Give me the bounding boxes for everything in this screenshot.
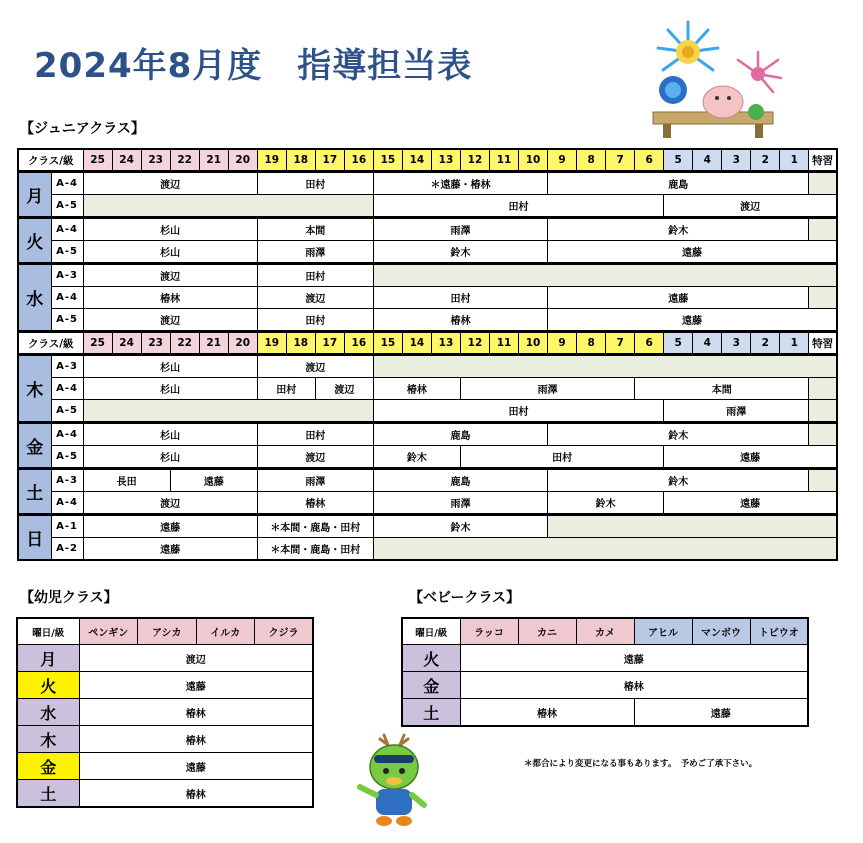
teacher-cell: 杉山 (83, 423, 257, 446)
class-cell: A-4 (51, 492, 83, 515)
level-header: 4 (693, 332, 722, 355)
table-row (18, 378, 837, 400)
teacher-cell: 椿林 (79, 726, 313, 753)
day-cell: 月 (18, 172, 51, 218)
teacher-cell: 杉山 (83, 218, 257, 241)
level-header: 8 (577, 332, 606, 355)
level-header: 特習 (809, 332, 837, 355)
day-cell: 土 (402, 699, 460, 727)
empty-cell (809, 378, 837, 400)
teacher-cell: ＊本間・鹿島・田村 (257, 538, 373, 561)
day-cell: 火 (402, 645, 460, 672)
teacher-cell: 雨澤 (460, 378, 634, 400)
infant-header-row (17, 618, 313, 645)
teacher-cell: 鹿島 (373, 469, 547, 492)
table-row (18, 241, 837, 264)
teacher-cell: 渡辺 (315, 378, 373, 400)
level-header: 10 (519, 332, 548, 355)
table-row (17, 699, 313, 726)
empty-cell (809, 218, 837, 241)
empty-cell (83, 195, 373, 218)
class-cell: A-4 (51, 287, 83, 309)
level-header: 22 (170, 149, 199, 172)
page-title: 2024年8月度 指導担当表 (34, 46, 473, 86)
class-cell: A-5 (51, 195, 83, 218)
table-row (17, 753, 313, 780)
teacher-cell: 鈴木 (548, 423, 809, 446)
level-header: 20 (228, 149, 257, 172)
level-header: 5 (664, 149, 693, 172)
level-header: 18 (286, 332, 315, 355)
teacher-cell: 田村 (373, 400, 663, 423)
teacher-cell: 遠藤 (664, 446, 837, 469)
teacher-cell: 遠藤 (548, 287, 809, 309)
level-header: 25 (83, 149, 112, 172)
teacher-cell: 田村 (373, 195, 663, 218)
teacher-cell: 渡辺 (257, 355, 373, 378)
baby-header-row (402, 618, 808, 645)
table-row (18, 218, 837, 241)
teacher-cell: 椿林 (79, 699, 313, 726)
teacher-cell: 雨澤 (373, 492, 547, 515)
teacher-cell: 椿林 (460, 699, 634, 727)
junior-header-row (18, 149, 837, 172)
day-cell: 土 (18, 469, 51, 515)
level-header: 12 (460, 332, 489, 355)
teacher-cell: 椿林 (79, 780, 313, 808)
empty-cell (809, 287, 837, 309)
teacher-cell: 渡辺 (257, 287, 373, 309)
class-cell: A-5 (51, 241, 83, 264)
day-cell: 金 (17, 753, 79, 780)
teacher-cell: 田村 (257, 264, 373, 287)
level-header: 16 (344, 332, 373, 355)
level-header: 1 (780, 149, 809, 172)
level-header: 23 (141, 332, 170, 355)
class-cell: A-3 (51, 264, 83, 287)
teacher-cell: 杉山 (83, 378, 257, 400)
teacher-cell: 遠藤 (170, 469, 257, 492)
table-row (18, 446, 837, 469)
table-row (402, 645, 808, 672)
table-row (18, 538, 837, 561)
empty-cell (373, 538, 837, 561)
teacher-cell: 遠藤 (634, 699, 808, 727)
level-header: 17 (315, 149, 344, 172)
level-header: マンボウ (692, 618, 750, 645)
level-header: 24 (112, 332, 141, 355)
empty-cell (809, 172, 837, 195)
teacher-cell: 椿林 (83, 287, 257, 309)
teacher-cell: ＊本間・鹿島・田村 (257, 515, 373, 538)
teacher-cell: 椿林 (257, 492, 373, 515)
empty-cell (809, 400, 837, 423)
teacher-cell: 鈴木 (373, 515, 547, 538)
day-cell: 水 (17, 699, 79, 726)
teacher-cell: 渡辺 (257, 446, 373, 469)
teacher-cell: 鈴木 (373, 446, 460, 469)
table-row (18, 515, 837, 538)
level-header: 11 (490, 332, 519, 355)
level-header: 22 (170, 332, 199, 355)
level-header: 18 (286, 149, 315, 172)
table-row (18, 469, 837, 492)
teacher-cell: 渡辺 (83, 264, 257, 287)
level-header: 7 (606, 332, 635, 355)
class-cell: A-5 (51, 400, 83, 423)
class-level-header: クラス/級 (18, 149, 83, 172)
teacher-cell: 鈴木 (373, 241, 547, 264)
baby-class-label: 【ベビークラス】 (409, 590, 521, 606)
level-header: 特習 (809, 149, 837, 172)
teacher-cell: 鹿島 (548, 172, 809, 195)
teacher-cell: 渡辺 (664, 195, 837, 218)
teacher-cell: 雨澤 (257, 241, 373, 264)
table-row (18, 492, 837, 515)
day-cell: 土 (17, 780, 79, 808)
level-header: 19 (257, 149, 286, 172)
teacher-cell: 渡辺 (83, 172, 257, 195)
teacher-cell: 田村 (257, 423, 373, 446)
level-header: 4 (693, 149, 722, 172)
teacher-cell: 遠藤 (548, 241, 837, 264)
teacher-cell: 雨澤 (373, 218, 547, 241)
table-row (18, 264, 837, 287)
teacher-cell: 渡辺 (83, 309, 257, 332)
junior-header-row (18, 332, 837, 355)
bear (703, 86, 743, 118)
teacher-cell: 渡辺 (79, 645, 313, 672)
teacher-cell: 本間 (257, 218, 373, 241)
disclaimer-note: ＊都合により変更になる事もあります。 予めご了承下さい。 (524, 759, 758, 769)
level-header: 15 (373, 332, 402, 355)
empty-cell (83, 400, 373, 423)
table-row (17, 672, 313, 699)
teacher-cell: 鹿島 (373, 423, 547, 446)
level-header: 6 (635, 332, 664, 355)
class-cell: A-4 (51, 378, 83, 400)
level-header: 8 (577, 149, 606, 172)
table-row (402, 699, 808, 727)
teacher-cell: 遠藤 (79, 672, 313, 699)
empty-cell (809, 469, 837, 492)
teacher-cell: 田村 (257, 172, 373, 195)
class-cell: A-4 (51, 218, 83, 241)
teacher-cell: 杉山 (83, 355, 257, 378)
level-header: 1 (780, 332, 809, 355)
empty-cell (373, 355, 837, 378)
level-header: 6 (635, 149, 664, 172)
level-header: 25 (83, 332, 112, 355)
level-header: 13 (431, 332, 460, 355)
class-cell: A-3 (51, 469, 83, 492)
infant-schedule-table (16, 617, 314, 808)
level-header: 12 (460, 149, 489, 172)
level-header: 3 (722, 332, 751, 355)
teacher-cell: 雨澤 (257, 469, 373, 492)
level-header: 17 (315, 332, 344, 355)
level-header: 21 (199, 149, 228, 172)
teacher-cell: 渡辺 (83, 492, 257, 515)
teacher-cell: 田村 (460, 446, 663, 469)
level-header: 2 (751, 149, 780, 172)
kappa-mascot-illustration (354, 733, 434, 833)
class-cell: A-5 (51, 446, 83, 469)
level-header: クジラ (255, 618, 314, 645)
class-cell: A-5 (51, 309, 83, 332)
level-header: イルカ (196, 618, 255, 645)
day-cell: 水 (18, 264, 51, 332)
class-cell: A-4 (51, 172, 83, 195)
level-header: 2 (751, 332, 780, 355)
teacher-cell: 田村 (257, 378, 315, 400)
level-header: 23 (141, 149, 170, 172)
class-cell: A-2 (51, 538, 83, 561)
level-header: カニ (518, 618, 576, 645)
level-header: 21 (199, 332, 228, 355)
level-header: ラッコ (460, 618, 518, 645)
empty-cell (548, 515, 837, 538)
level-header: 9 (548, 332, 577, 355)
level-header: 14 (402, 149, 431, 172)
teacher-cell: 鈴木 (548, 492, 664, 515)
teacher-cell: 鈴木 (548, 218, 809, 241)
level-header: 16 (344, 149, 373, 172)
level-header: 15 (373, 149, 402, 172)
baby-schedule-table (401, 617, 809, 727)
class-cell: A-4 (51, 423, 83, 446)
teacher-cell: 椿林 (373, 309, 547, 332)
day-cell: 木 (17, 726, 79, 753)
teacher-cell: 遠藤 (79, 753, 313, 780)
table-row (17, 780, 313, 808)
teacher-cell: 遠藤 (83, 538, 257, 561)
level-header: ペンギン (79, 618, 138, 645)
day-level-header: 曜日/級 (402, 618, 460, 645)
level-header: 9 (548, 149, 577, 172)
class-level-header: クラス/級 (18, 332, 83, 355)
table-row (18, 423, 837, 446)
fireworks-bear-illustration (633, 12, 798, 140)
teacher-cell: 椿林 (460, 672, 808, 699)
teacher-cell: 本間 (635, 378, 809, 400)
empty-cell (373, 264, 837, 287)
teacher-cell: 田村 (257, 309, 373, 332)
teacher-cell: 遠藤 (664, 492, 837, 515)
day-cell: 日 (18, 515, 51, 561)
level-header: 5 (664, 332, 693, 355)
level-header: アシカ (138, 618, 197, 645)
table-row (18, 400, 837, 423)
day-cell: 金 (18, 423, 51, 469)
table-row (18, 309, 837, 332)
table-row (18, 172, 837, 195)
level-header: 7 (606, 149, 635, 172)
level-header: 3 (722, 149, 751, 172)
table-row (17, 645, 313, 672)
level-header: 10 (519, 149, 548, 172)
level-header: 14 (402, 332, 431, 355)
teacher-cell: 鈴木 (548, 469, 809, 492)
day-cell: 木 (18, 355, 51, 423)
class-cell: A-1 (51, 515, 83, 538)
empty-cell (809, 423, 837, 446)
table-row (402, 672, 808, 699)
infant-class-label: 【幼児クラス】 (20, 590, 118, 606)
teacher-cell: 田村 (373, 287, 547, 309)
class-cell: A-3 (51, 355, 83, 378)
table-row (18, 195, 837, 218)
day-cell: 金 (402, 672, 460, 699)
teacher-cell: 遠藤 (83, 515, 257, 538)
teacher-cell: 遠藤 (548, 309, 837, 332)
day-cell: 月 (17, 645, 79, 672)
day-cell: 火 (17, 672, 79, 699)
table-row (18, 287, 837, 309)
level-header: 11 (490, 149, 519, 172)
teacher-cell: 椿林 (373, 378, 460, 400)
teacher-cell: 遠藤 (460, 645, 808, 672)
teacher-cell: ＊遠藤・椿林 (373, 172, 547, 195)
day-level-header: 曜日/級 (17, 618, 79, 645)
day-cell: 火 (18, 218, 51, 264)
teacher-cell: 杉山 (83, 241, 257, 264)
level-header: アヒル (634, 618, 692, 645)
level-header: トビウオ (750, 618, 808, 645)
junior-class-label: 【ジュニアクラス】 (20, 121, 145, 137)
level-header: 19 (257, 332, 286, 355)
teacher-cell: 長田 (83, 469, 170, 492)
table-row (18, 355, 837, 378)
level-header: カメ (576, 618, 634, 645)
table-row (17, 726, 313, 753)
level-header: 24 (112, 149, 141, 172)
teacher-cell: 杉山 (83, 446, 257, 469)
teacher-cell: 雨澤 (664, 400, 809, 423)
level-header: 20 (228, 332, 257, 355)
junior-schedule-table (17, 148, 838, 561)
level-header: 13 (431, 149, 460, 172)
